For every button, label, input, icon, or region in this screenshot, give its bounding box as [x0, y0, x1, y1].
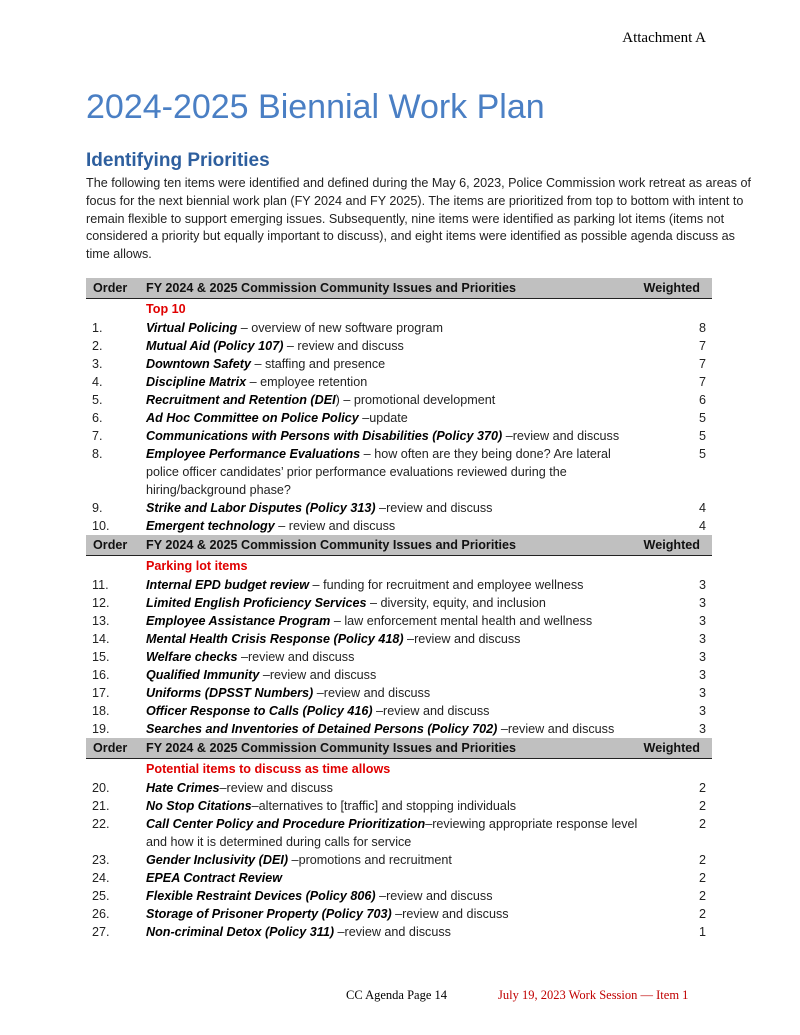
- header-weighted: Weighted: [642, 535, 712, 556]
- item-cell: [146, 373, 642, 391]
- item-number: 20.: [92, 781, 110, 795]
- item-weight: 3: [698, 722, 706, 736]
- item-number: 11.: [92, 578, 109, 592]
- item-cell: [146, 355, 642, 373]
- item-title: Call Center Policy and Procedure Prioritization: [146, 817, 426, 831]
- item-number: 3.: [92, 357, 103, 371]
- item-number: 16.: [92, 668, 110, 682]
- table-row: [86, 720, 712, 738]
- item-number: 26.: [92, 907, 110, 921]
- item-title: Searches and Inventories of Detained Persons (Policy 702): [146, 722, 498, 736]
- item-cell: [146, 445, 642, 499]
- item-title: Recruitment and Retention (DEI: [146, 393, 336, 407]
- table-row: [86, 887, 712, 905]
- item-weight: 3: [698, 578, 706, 592]
- intro-paragraph: The following ten items were identified and defined during the May 6, 2023, Police Commission work retreat as areas of focus for the next biennial work plan (FY 2024 and FY 2025). The items are prioritized from top to bottom with intent to remain flexible to support emerging issues. Subsequently, nine items were identified as parking lot items (items not considered a priority but equally important to discuss), and eight items were identified as possible agenda discuss as time allows.: [86, 176, 752, 262]
- header-order: Order: [86, 535, 146, 556]
- item-number: 24.: [92, 871, 110, 885]
- table-row: [86, 648, 712, 666]
- item-number: 19.: [92, 722, 110, 736]
- item-description: – staffing and presence: [250, 357, 386, 371]
- item-description: –review and discuss: [259, 668, 377, 682]
- item-cell: [146, 576, 642, 594]
- table-row: [86, 445, 712, 499]
- item-weight: 3: [698, 650, 706, 664]
- footer-session: July 19, 2023 Work Session — Item 1: [498, 988, 689, 1002]
- table-row: [86, 391, 712, 409]
- item-description: –review and discuss: [334, 925, 451, 939]
- item-number: 6.: [92, 411, 103, 425]
- table-row: [86, 612, 712, 630]
- item-description: –review and discuss: [375, 501, 493, 515]
- item-number: 12.: [92, 596, 110, 610]
- item-number: 23.: [92, 853, 110, 867]
- item-cell: [146, 887, 642, 905]
- group-label-row: [86, 299, 712, 320]
- item-cell: [146, 409, 642, 427]
- item-weight: 8: [698, 321, 706, 335]
- group-label: Top 10: [146, 302, 186, 316]
- item-weight: 1: [698, 925, 706, 939]
- table-row: [86, 517, 712, 535]
- group-label-row: [86, 759, 712, 780]
- item-description: –review and discuss: [375, 889, 493, 903]
- item-weight: 3: [698, 614, 706, 628]
- item-description: –review and discuss: [219, 781, 333, 795]
- item-description: –review and discuss: [497, 722, 615, 736]
- item-title: Mental Health Crisis Response (Policy 418): [146, 632, 404, 646]
- table-row: [86, 869, 712, 887]
- priorities-table: [86, 278, 712, 941]
- item-number: 4.: [92, 375, 103, 389]
- item-title: Employee Assistance Program: [146, 614, 331, 628]
- table-row: [86, 355, 712, 373]
- item-title: Virtual Policing: [146, 321, 238, 335]
- table-row: [86, 815, 712, 851]
- item-title: Qualified Immunity: [146, 668, 260, 682]
- item-description: –review and discuss: [237, 650, 355, 664]
- item-cell: [146, 869, 642, 887]
- item-title: Welfare checks: [146, 650, 238, 664]
- table-header-row: [86, 535, 712, 556]
- item-cell: [146, 594, 642, 612]
- item-description: –review and discuss: [313, 686, 431, 700]
- item-cell: [146, 517, 642, 535]
- footer-page: CC Agenda Page 14: [346, 988, 448, 1002]
- item-weight: 2: [698, 817, 706, 831]
- item-weight: 3: [698, 668, 706, 682]
- item-number: 7.: [92, 429, 103, 443]
- item-cell: [146, 319, 642, 337]
- table-row: [86, 630, 712, 648]
- group-label: Parking lot items: [146, 559, 248, 573]
- header-order: Order: [86, 738, 146, 759]
- table-header-row: [86, 278, 712, 299]
- item-title: Discipline Matrix: [146, 375, 247, 389]
- item-weight: 2: [698, 799, 706, 813]
- item-cell: [146, 905, 642, 923]
- table-row: [86, 427, 712, 445]
- item-cell: [146, 499, 642, 517]
- item-number: 14.: [92, 632, 110, 646]
- group-label-row: [86, 556, 712, 577]
- item-number: 17.: [92, 686, 110, 700]
- item-weight: 7: [698, 375, 706, 389]
- item-title: Flexible Restraint Devices (Policy 806): [146, 889, 376, 903]
- item-title: No Stop Citations: [146, 799, 252, 813]
- table-row: [86, 337, 712, 355]
- item-weight: 6: [698, 393, 706, 407]
- item-description: –update: [358, 411, 408, 425]
- item-description: –reviewing appropriate response level and how it is determined during calls for service: [146, 817, 638, 849]
- item-weight: 2: [698, 889, 706, 903]
- item-title: Mutual Aid (Policy 107): [146, 339, 284, 353]
- table-row: [86, 499, 712, 517]
- item-cell: [146, 630, 642, 648]
- item-weight: 7: [698, 339, 706, 353]
- table-row: [86, 373, 712, 391]
- item-number: 22.: [92, 817, 110, 831]
- item-number: 25.: [92, 889, 110, 903]
- item-description: –review and discuss: [391, 907, 509, 921]
- item-title: Uniforms (DPSST Numbers): [146, 686, 314, 700]
- item-cell: [146, 684, 642, 702]
- header-issues: FY 2024 & 2025 Commission Community Issues and Priorities: [146, 738, 642, 759]
- item-weight: 3: [698, 704, 706, 718]
- item-weight: 2: [698, 853, 706, 867]
- table-row: [86, 684, 712, 702]
- item-description: – review and discuss: [283, 339, 404, 353]
- item-number: 13.: [92, 614, 110, 628]
- item-description: –review and discuss: [403, 632, 521, 646]
- item-title: Gender Inclusivity (DEI): [146, 853, 289, 867]
- item-cell: [146, 779, 642, 797]
- table-row: [86, 797, 712, 815]
- item-cell: [146, 391, 642, 409]
- item-title: Non-criminal Detox (Policy 311): [146, 925, 335, 939]
- item-description: –review and discuss: [372, 704, 490, 718]
- item-description: – funding for recruitment and employee wellness: [309, 578, 584, 592]
- item-cell: [146, 648, 642, 666]
- item-number: 10.: [92, 519, 110, 533]
- table-row: [86, 923, 712, 941]
- item-weight: 5: [698, 411, 706, 425]
- item-cell: [146, 337, 642, 355]
- item-description: – diversity, equity, and inclusion: [366, 596, 546, 610]
- item-description: – law enforcement mental health and wellness: [330, 614, 593, 628]
- item-number: 27.: [92, 925, 110, 939]
- table-row: [86, 409, 712, 427]
- item-weight: 2: [698, 781, 706, 795]
- item-number: 18.: [92, 704, 110, 718]
- item-description: –alternatives to [traffic] and stopping individuals: [251, 799, 517, 813]
- item-cell: [146, 923, 642, 941]
- header-issues: FY 2024 & 2025 Commission Community Issues and Priorities: [146, 535, 642, 556]
- item-weight: 4: [698, 519, 706, 533]
- attachment-label: Attachment A: [622, 30, 706, 46]
- item-cell: [146, 797, 642, 815]
- item-title: Officer Response to Calls (Policy 416): [146, 704, 373, 718]
- item-weight: 3: [698, 632, 706, 646]
- group-label: Potential items to discuss as time allows: [146, 762, 391, 776]
- header-order: Order: [86, 278, 146, 299]
- item-weight: 2: [698, 907, 706, 921]
- item-title: Strike and Labor Disputes (Policy 313): [146, 501, 376, 515]
- item-title: EPEA Contract Review: [146, 871, 283, 885]
- table-row: [86, 905, 712, 923]
- header-issues: FY 2024 & 2025 Commission Community Issues and Priorities: [146, 278, 642, 299]
- item-cell: [146, 720, 642, 738]
- item-cell: [146, 851, 642, 869]
- item-weight: 4: [698, 501, 706, 515]
- item-description: –review and discuss: [502, 429, 620, 443]
- table-header-row: [86, 738, 712, 759]
- table-row: [86, 594, 712, 612]
- item-weight: 5: [698, 429, 706, 443]
- item-description: – how often are they being done? Are lateral police officer candidates’ prior performance evaluations reviewed during the hiring/background phase?: [146, 447, 611, 497]
- table-row: [86, 779, 712, 797]
- table-row: [86, 576, 712, 594]
- table-row: [86, 851, 712, 869]
- item-number: 1.: [92, 321, 103, 335]
- item-description: – employee retention: [246, 375, 368, 389]
- header-weighted: Weighted: [642, 738, 712, 759]
- table-row: [86, 702, 712, 720]
- item-number: 21.: [92, 799, 110, 813]
- section-heading: Identifying Priorities: [86, 150, 270, 171]
- item-number: 8.: [92, 447, 103, 461]
- page-title: 2024-2025 Biennial Work Plan: [86, 88, 545, 126]
- item-title: Communications with Persons with Disabilities (Policy 370): [146, 429, 503, 443]
- item-number: 2.: [92, 339, 103, 353]
- item-description: ) – promotional development: [335, 393, 496, 407]
- table-row: [86, 666, 712, 684]
- item-title: Storage of Prisoner Property (Policy 703): [146, 907, 392, 921]
- item-weight: 5: [698, 447, 706, 461]
- item-title: Limited English Proficiency Services: [146, 596, 367, 610]
- header-weighted: Weighted: [642, 278, 712, 299]
- item-cell: [146, 815, 642, 851]
- item-number: 5.: [92, 393, 103, 407]
- item-title: Ad Hoc Committee on Police Policy: [146, 411, 359, 425]
- item-cell: [146, 702, 642, 720]
- item-weight: 7: [698, 357, 706, 371]
- table-row: [86, 319, 712, 337]
- item-title: Downtown Safety: [146, 357, 251, 371]
- item-weight: 3: [698, 596, 706, 610]
- item-description: – overview of new software program: [237, 321, 443, 335]
- item-title: Emergent technology: [146, 519, 275, 533]
- item-title: Employee Performance Evaluations: [146, 447, 361, 461]
- item-number: 9.: [92, 501, 103, 515]
- item-cell: [146, 427, 642, 445]
- item-weight: 3: [698, 686, 706, 700]
- item-description: –promotions and recruitment: [288, 853, 452, 867]
- item-title: Internal EPD budget review: [146, 578, 310, 592]
- item-cell: [146, 666, 642, 684]
- item-description: – review and discuss: [274, 519, 396, 533]
- item-weight: 2: [698, 871, 706, 885]
- item-number: 15.: [92, 650, 110, 664]
- item-cell: [146, 612, 642, 630]
- item-title: Hate Crimes: [146, 781, 220, 795]
